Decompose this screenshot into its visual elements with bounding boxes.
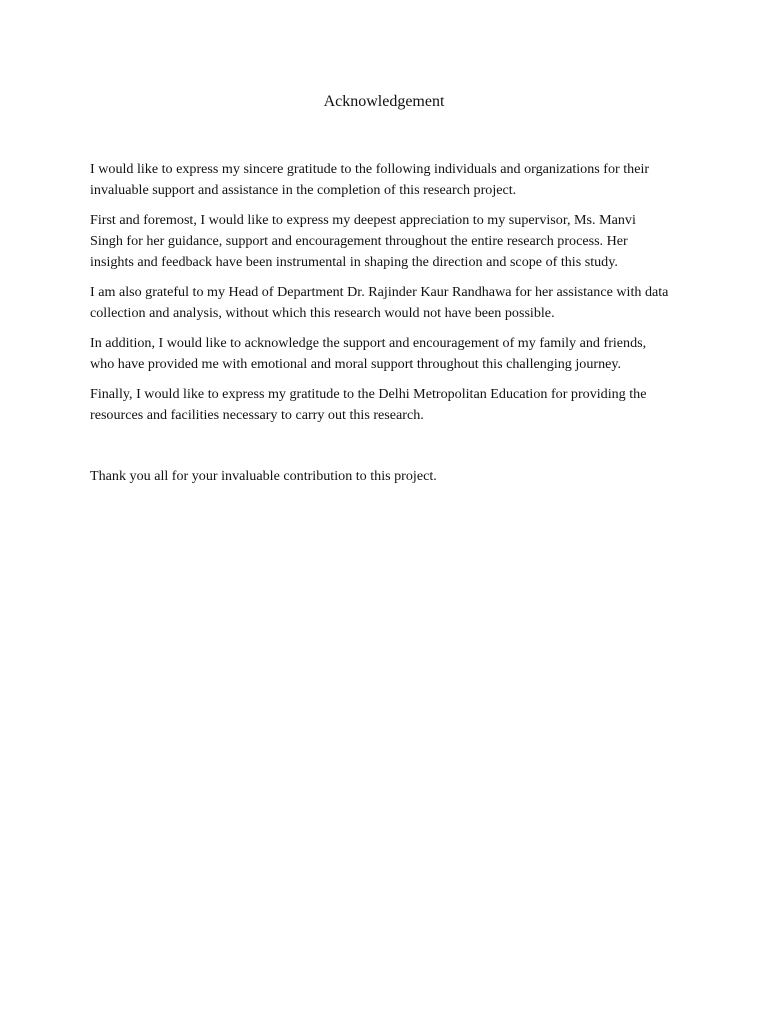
document-title: Acknowledgement	[323, 93, 445, 110]
paragraph-family-friends: In addition, I would like to acknowledge the support and encouragement of my family and friends, who have provided me with emotional and moral support throughout this challenging journey.	[90, 335, 647, 372]
document-body	[90, 159, 672, 487]
paragraph-head-of-department: I am also grateful to my Head of Department Dr. Rajinder Kaur Randhawa for her assistance with data collection and analysis, without which this research would not have been possible.	[90, 284, 669, 321]
closing-line: Thank you all for your invaluable contribution to this project.	[90, 468, 437, 484]
paragraph-supervisor: First and foremost, I would like to express my deepest appreciation to my supervisor, Ms. Manvi Singh for her guidance, support and encouragement throughout the entire research process. Her insights and feedback have been instrumental in shaping the direction and scope of this study.	[90, 212, 636, 270]
paragraph-institution: Finally, I would like to express my gratitude to the Delhi Metropolitan Education for providing the resources and facilities necessary to carry out this research.	[90, 386, 647, 423]
paragraph-intro: I would like to express my sincere gratitude to the following individuals and organizations for their invaluable support and assistance in the completion of this research project.	[90, 161, 650, 198]
